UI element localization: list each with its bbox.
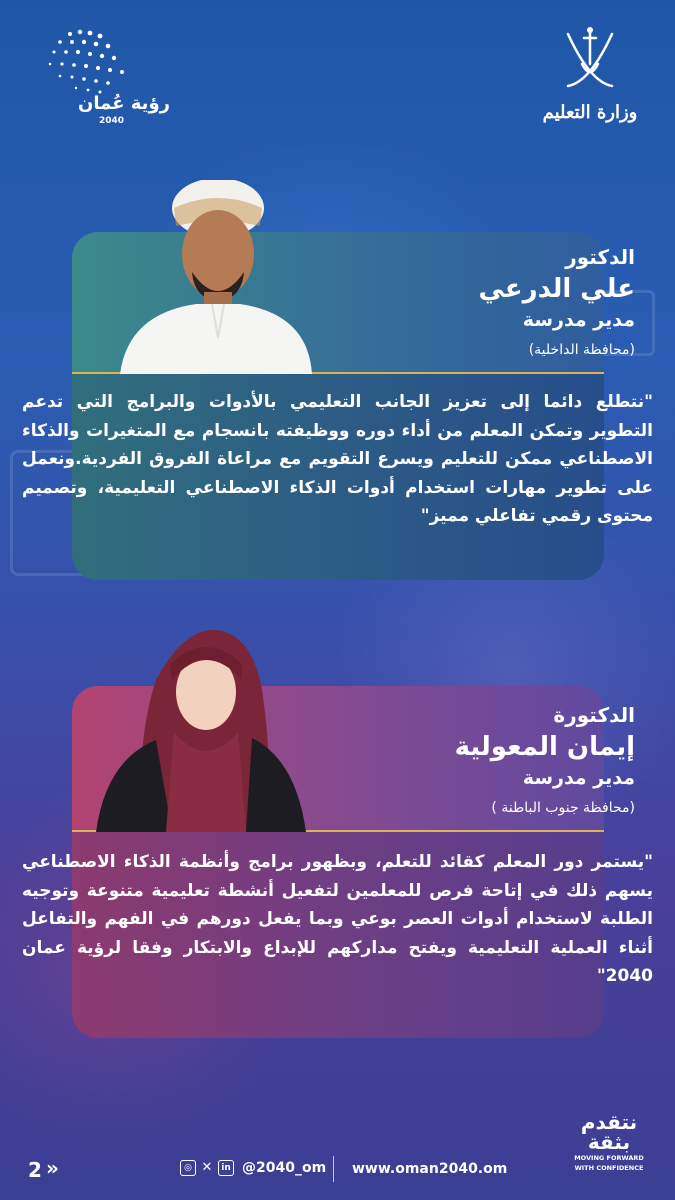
profile-title: الدكتورة [553,703,635,727]
page-number: 2 [28,1158,42,1182]
ministry-name: وزارة التعليم [542,102,638,123]
social-links [180,1160,326,1176]
vision-year: 2040 [98,116,124,126]
next-page-arrow-icon[interactable]: » [46,1156,59,1180]
profile-1-name-block [479,242,635,362]
profile-role: مدير مدرسة [522,767,635,789]
profile-region: (محافظة الداخلية) [528,342,635,358]
profile-title: الدكتور [565,245,635,269]
slogan-arabic: نتقدم بثقة [580,1110,638,1154]
khanjar-emblem-icon [560,24,620,94]
vision-dots-icon [40,24,150,104]
profile-region: (محافظة جنوب الباطنة ) [491,800,635,816]
vision-2040-logo [40,24,170,126]
profile-name: علي الدرعي [478,274,635,304]
profile-2-name-block [455,700,635,820]
photo-iman-almawaliya [96,620,306,832]
vision-title: رؤية عُمان [78,93,170,114]
footer-divider [333,1156,334,1182]
social-handle[interactable]: @2040_om [242,1160,327,1176]
linkedin-icon[interactable]: in [218,1160,234,1176]
x-icon[interactable]: ✕ [201,1160,213,1175]
photo-ali-aldarai [100,180,318,374]
profile-quote: "يستمر دور المعلم كقائد للتعلم، وبظهور برامج وأنظمة الذكاء الاصطناعي يسهم ذلك في إتاحة فرص للمعلمين لتفعيل أنشطة تعليمية متنوعة وتوجيه الطلبة لاستخدام أدوات العصر بوعي وبما يفعل دورهم في الفهم والتفاعل أثناء العملية التعليمية ويفتح مداركهم للإبداع والابتكار وفقا لرؤية عمان 2040" [22,852,653,986]
footer [0,1150,675,1190]
slogan-english-line-1: MOVING FORWARD [574,1154,644,1162]
instagram-icon[interactable]: ◎ [180,1160,196,1176]
ministry-logo [535,24,645,134]
website-link[interactable]: www.oman2040.om [352,1161,508,1177]
profile-quote: "نتطلع دائما إلى تعزيز الجانب التعليمي بالأدوات والبرامج التي تدعم التطوير وتمكن المعلم من أداء دوره ووظيفته بانسجام مع المتغيرات والذكاء الاصطناعي ممكن للتعليم ويسرع التقويم مع مراعاة الفروق الفردية.ونعمل على تطوير مهارات استخدام أدوات الذكاء الاصطناعي التعليمية، وتصميم محتوى رقمي تفاعلي مميز" [22,392,653,526]
profile-role: مدير مدرسة [522,309,635,331]
profile-name: إيمان المعولية [454,732,635,762]
slogan-english-line-2: WITH CONFIDENCE [574,1164,644,1172]
